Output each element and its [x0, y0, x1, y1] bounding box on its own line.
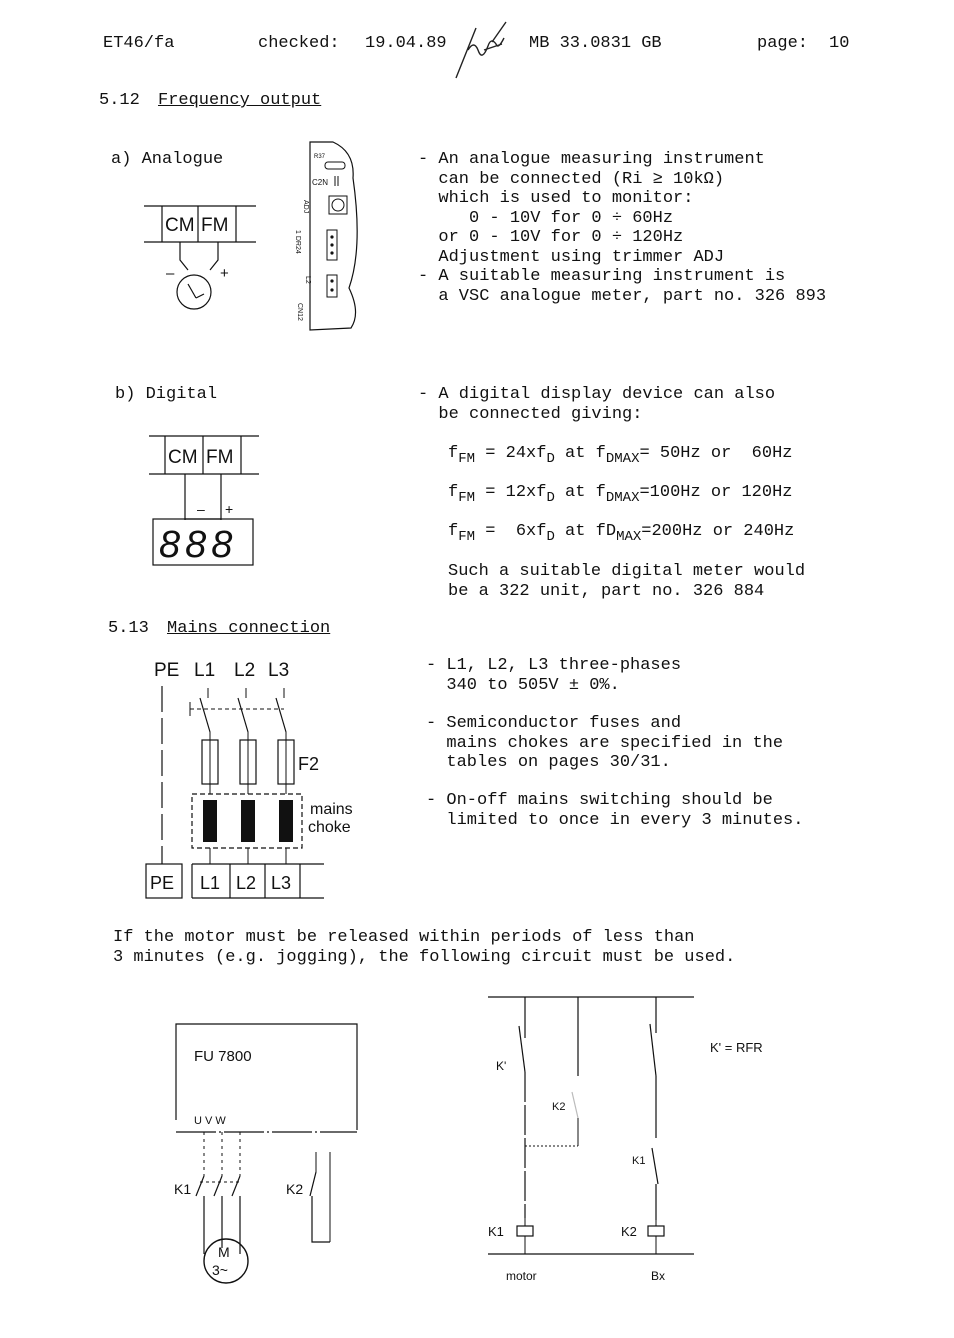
choke-icon [279, 800, 293, 842]
text-line: tables on pages 30/31. [426, 753, 671, 772]
board-adj: ADJ [302, 200, 309, 214]
choke-icon [203, 800, 217, 842]
display-digits: 888 [159, 524, 238, 566]
page-number: 10 [829, 34, 850, 53]
text-line: be connected giving: [418, 404, 643, 424]
text-line: 3 minutes (e.g. jogging), the following circuit must be used. [113, 947, 736, 967]
text-line: - A suitable measuring instrument is [418, 267, 786, 286]
meter-plus: + [220, 265, 229, 282]
text-line: can be connected (Ri ≥ 10kΩ) [418, 169, 725, 189]
label-l2: L2 [234, 660, 256, 681]
formula-3: $f_{FM} = 6xf_D$ at $fD_{MAX}=200Hz$ or 240Hz [448, 522, 795, 545]
formula-2: $f_{FM} = 12xf_D$ at $f_{DMAX}=100Hz$ or 120Hz [448, 483, 793, 506]
mains-text-2 [426, 714, 783, 773]
motor-m: M [218, 1244, 230, 1260]
terminal-fm: FM [201, 215, 229, 236]
board-c2n: C2N [312, 178, 329, 187]
choke-label-2: choke [308, 819, 351, 836]
doc-ref: MB 33.0831 GB [529, 34, 662, 53]
text-line: mains chokes are specified in the [426, 733, 784, 753]
uvw-label: U V W [194, 1115, 226, 1127]
display-plus: + [225, 501, 234, 517]
display-minus: – [197, 501, 205, 517]
mains-text-3 [426, 791, 803, 830]
motor-3: 3~ [212, 1262, 228, 1278]
text-line: which is used to monitor: [418, 189, 694, 208]
section-number-512: 5.12 [99, 91, 140, 110]
k2-label: K2 [286, 1181, 304, 1197]
text-line: - L1, L2, L3 three-phases [426, 656, 682, 675]
coil-k2-icon [648, 1226, 664, 1236]
text-line: - An analogue measuring instrument [418, 150, 765, 169]
bottom-pe: PE [150, 873, 175, 893]
choke-icon [241, 800, 255, 842]
board-l2: L2 [304, 276, 311, 284]
note [113, 928, 735, 967]
coil-k1-label: K1 [488, 1224, 504, 1239]
mains-diagram [140, 652, 380, 904]
kprime-label: K' [496, 1059, 507, 1073]
mains-text-1 [426, 656, 681, 695]
bottom-l3: L3 [271, 873, 292, 893]
choke-label-1: mains [310, 801, 353, 818]
terminal-fm: FM [206, 447, 234, 468]
digital-label: b) Digital [115, 385, 218, 404]
unit-label: FU 7800 [194, 1048, 252, 1065]
label-l1: L1 [194, 660, 216, 681]
k1-contact-label: K1 [632, 1155, 646, 1167]
digital-outro [448, 562, 805, 601]
label-l3: L3 [268, 660, 290, 681]
motor-circuit [160, 1016, 370, 1296]
bx-label: Bx [651, 1269, 666, 1283]
formula-1: $f_{FM} = 24xf_D$ at $f_{DMAX}= 50Hz$ or 60Hz [448, 444, 793, 467]
bottom-l2: L2 [236, 873, 257, 893]
text-line: If the motor must be released within periods of less than [113, 928, 695, 947]
analogue-diagram [140, 198, 260, 318]
text-line: be a 322 unit, part no. 326 884 [448, 581, 765, 601]
bottom-l1: L1 [200, 873, 221, 893]
signature-mark [448, 20, 533, 82]
board-drawing [294, 138, 375, 338]
coil-k1-icon [517, 1226, 533, 1236]
text-line: or 0 - 10V for 0 ÷ 120Hz [418, 228, 684, 247]
text-line: a VSC analogue meter, part no. 326 893 [418, 286, 827, 306]
meter-minus: – [166, 265, 175, 282]
checked-label: checked: [258, 34, 340, 53]
motor-label: motor [506, 1269, 537, 1283]
text-line: Such a suitable digital meter would [448, 562, 806, 581]
digital-diagram [145, 430, 265, 570]
terminal-cm: CM [165, 215, 195, 236]
text-line: Adjustment using trimmer ADJ [418, 247, 725, 267]
section-title-512: Frequency output [158, 91, 322, 110]
coil-k2-label: K2 [621, 1224, 637, 1239]
board-dr24: 1 DR24 [294, 230, 301, 254]
text-line: - A digital display device can also [418, 385, 776, 404]
meter-icon [177, 275, 211, 309]
fuse-label: F2 [298, 754, 320, 774]
digital-intro [418, 385, 775, 424]
control-circuit [480, 988, 710, 1288]
section-title-513: Mains connection [167, 619, 331, 638]
analogue-label: a) Analogue [111, 150, 224, 169]
board-cn12: CN12 [296, 303, 303, 321]
terminal-cm: CM [168, 447, 198, 468]
checked-date: 19.04.89 [365, 34, 447, 53]
text-line: - On-off mains switching should be [426, 791, 773, 810]
legend: K' = RFR [710, 1040, 763, 1055]
text-line: 0 - 10V for 0 ÷ 60Hz [418, 208, 674, 228]
analogue-text [418, 150, 826, 306]
label-pe: PE [154, 660, 180, 681]
text-line: limited to once in every 3 minutes. [426, 810, 804, 830]
k2-contact-label: K2 [552, 1101, 566, 1113]
text-line: 340 to 505V ± 0%. [426, 675, 620, 695]
k1-label: K1 [174, 1181, 192, 1197]
doc-id: ET46/fa [103, 34, 175, 53]
text-line: - Semiconductor fuses and [426, 714, 682, 733]
page-label: page: [757, 34, 809, 53]
board-r37: R37 [314, 154, 326, 160]
section-number-513: 5.13 [108, 619, 149, 638]
